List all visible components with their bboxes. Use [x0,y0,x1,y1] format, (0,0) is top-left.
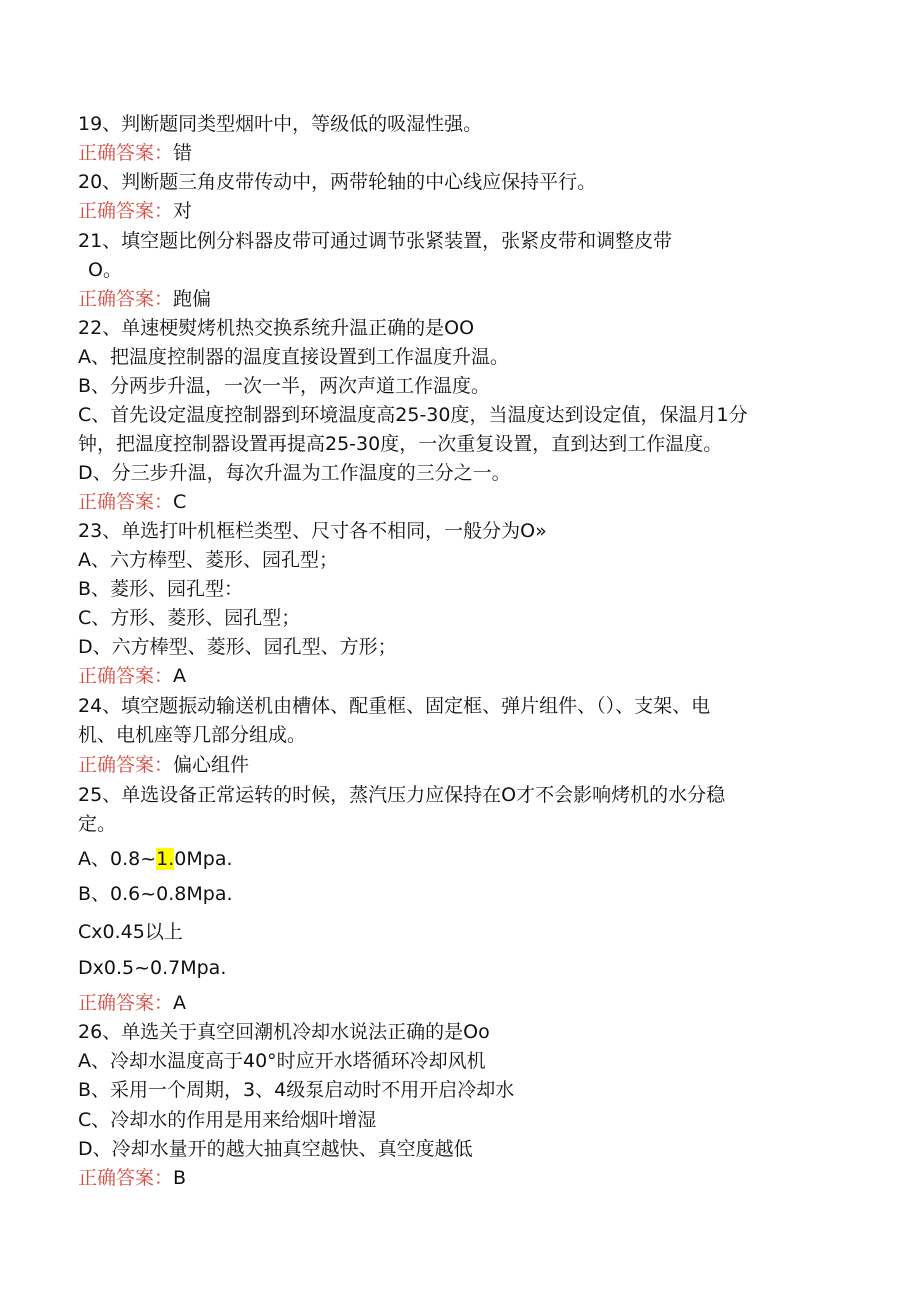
answer-value: 对 [173,200,193,222]
answer-label: 正确答案： [78,754,174,776]
question-22-option-d: D、分三步升温，每次升温为工作温度的三分之一。 [78,462,511,484]
question-22-option-c-line-1: C、首先设定温度控制器到环境温度高25-30度，当温度达到设定值，保温月1分 [78,404,748,426]
question-23-option-c: C、方形、菱形、园孔型； [78,607,301,629]
answer-22 [78,488,834,516]
question-23-option-a: A、六方棒型、菱形、园孔型； [78,549,338,571]
question-23-option-d: D、六方棒型、菱形、园孔型、方形； [78,636,397,658]
answer-23 [78,662,834,690]
answer-label: 正确答案： [78,665,174,687]
question-21-line-2: O。 [88,259,122,281]
question-26-option-a: A、冷却水温度高于40°时应开水塔循环冷却风机 [78,1050,486,1072]
answer-label: 正确答案： [78,992,174,1014]
question-20: 20、判断题三角皮带传动中，两带轮轴的中心线应保持平行。 [78,171,597,193]
question-22: 22、单速梗熨烤机热交换系统升温正确的是OO [78,317,475,339]
answer-25 [78,989,834,1017]
question-22-option-c-line-2: 钟，把温度控制器设置再提高25-30度，一次重复设置，直到达到工作温度。 [78,433,723,455]
answer-label: 正确答案： [78,142,174,164]
question-24-line-1: 24、填空题振动输送机由槽体、配重框、固定框、弹片组件、（）、支架、电 [78,695,711,717]
option-a-suffix: 0Mpa. [174,848,233,870]
answer-label: 正确答案： [78,288,174,310]
answer-label: 正确答案： [78,1167,174,1189]
question-25-option-b: B、0.6~0.8Mpa. [78,883,233,905]
answer-value: 跑偏 [173,288,212,310]
answer-value: B [173,1167,187,1189]
question-26-option-d: D、冷却水量开的越大抽真空越快、真空度越低 [78,1138,473,1160]
question-25-option-a [78,845,834,873]
option-a-prefix: A、0.8~ [78,848,157,870]
answer-value: 错 [173,142,193,164]
answer-26 [78,1164,834,1192]
answer-label: 正确答案： [78,491,174,513]
highlighted-text: 1. [156,848,175,870]
question-22-option-a: A、把温度控制器的温度直接设置到工作温度升温。 [78,346,509,368]
answer-24 [78,751,834,779]
question-23: 23、单选打叶机框栏类型、尺寸各不相同，一般分为O» [78,520,547,542]
question-25-line-2: 定。 [78,813,117,835]
question-24-line-2: 机、电机座等几部分组成。 [78,724,307,746]
answer-value: C [173,491,187,513]
question-25-line-1: 25、单选设备正常运转的时候，蒸汽压力应保持在O才不会影响烤机的水分稳 [78,784,726,806]
question-21-line-1: 21、填空题比例分料器皮带可通过调节张紧装置，张紧皮带和调整皮带 [78,230,673,252]
answer-value: 偏心组件 [173,754,250,776]
question-23-option-b: B、菱形、园孔型： [78,578,244,600]
question-25-option-d: Dx0.5~0.7Mpa. [78,957,227,979]
question-19: 19、判断题同类型烟叶中，等级低的吸湿性强。 [78,113,483,135]
question-26-option-b: B、采用一个周期，3、4级泵启动时不用开启冷却水 [78,1079,515,1101]
question-26-option-c: C、冷却水的作用是用来给烟叶增湿 [78,1109,377,1131]
answer-20 [78,197,834,225]
answer-value: A [173,665,187,687]
answer-19 [78,139,834,167]
question-26: 26、单选关于真空回潮机冷却水说法正确的是Oo [78,1021,490,1043]
answer-label: 正确答案： [78,200,174,222]
question-25-option-c: Cx0.45以上 [78,921,183,943]
answer-21 [78,285,834,313]
answer-value: A [173,992,187,1014]
question-22-option-b: B、分两步升温，一次一半，两次声道工作温度。 [78,375,491,397]
